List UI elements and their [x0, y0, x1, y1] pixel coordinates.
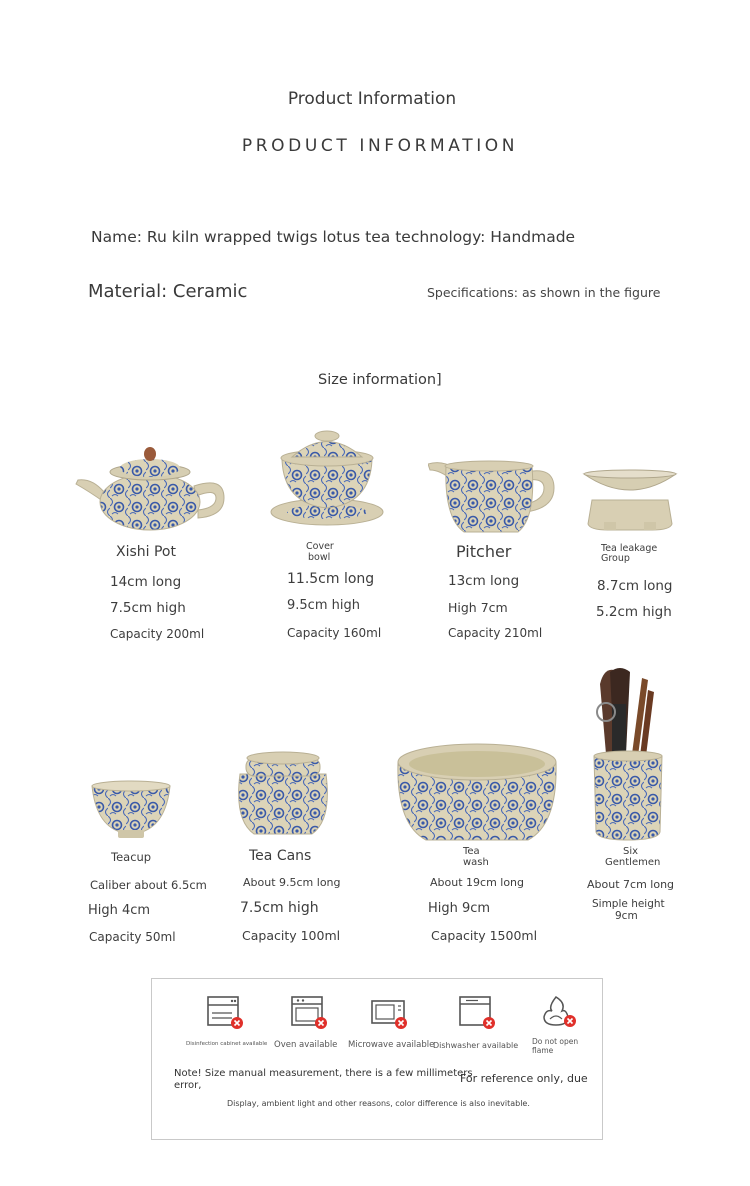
pitcher-name: Pitcher: [456, 542, 512, 561]
xishi-pot-name: Xishi Pot: [116, 544, 176, 560]
product-name: Name: Ru kiln wrapped twigs lotus tea technology: Handmade: [91, 228, 576, 246]
pitcher-length: 13cm long: [448, 573, 520, 589]
microwave-icon: [370, 999, 410, 1035]
pitcher-image: [428, 458, 556, 536]
cover-bowl-capacity: Capacity 160ml: [287, 626, 382, 640]
oven-label: Oven available: [274, 1040, 338, 1050]
page-title-caps: PRODUCT INFORMATION: [241, 136, 519, 156]
open-flame-icon: [540, 993, 580, 1029]
disinfection-cabinet-label: Disinfection cabinet available: [186, 1041, 268, 1047]
tea-leakage-height: 5.2cm high: [596, 604, 672, 620]
teacup-length: Caliber about 6.5cm: [90, 878, 207, 892]
cover-bowl-image: [270, 430, 384, 528]
page-title: Product Information: [287, 89, 457, 109]
product-material: Material: Ceramic: [88, 281, 248, 302]
tea-wash-length: About 19cm long: [430, 876, 525, 889]
teacup-name: Teacup: [111, 850, 152, 864]
tea-wash-name-line2: wash: [463, 857, 489, 868]
tea-cans-name: Tea Cans: [249, 848, 312, 864]
six-gentlemen-image: [590, 664, 666, 842]
note-left-line2: error,: [174, 1080, 202, 1091]
xishi-pot-height: 7.5cm high: [110, 600, 186, 616]
note-left-line1: Note! Size manual measurement, there is a few millimeters: [174, 1068, 473, 1079]
six-gentlemen-height-line1: Simple height: [592, 898, 665, 910]
tea-leakage-length: 8.7cm long: [597, 578, 673, 594]
pitcher-capacity: Capacity 210ml: [448, 626, 543, 640]
microwave-label: Microwave available: [348, 1040, 435, 1050]
size-heading: Size information]: [318, 372, 442, 388]
cover-bowl-name-line2: bowl: [308, 552, 331, 563]
teacup-capacity: Capacity 50ml: [89, 930, 176, 944]
oven-icon: [290, 995, 330, 1031]
tea-cans-capacity: Capacity 100ml: [242, 928, 341, 943]
cover-bowl-length: 11.5cm long: [287, 571, 375, 587]
dishwasher-icon: [458, 995, 498, 1031]
six-gentlemen-length: About 7cm long: [587, 878, 675, 891]
tea-cans-length: About 9.5cm long: [243, 876, 341, 889]
open-flame-label-line1: Do not open: [532, 1037, 579, 1046]
six-gentlemen-name-line2: Gentlemen: [605, 857, 661, 868]
xishi-pot-image: [74, 444, 228, 532]
note-bottom: Display, ambient light and other reasons, color difference is also inevitable.: [227, 1099, 530, 1108]
tea-wash-image: [396, 742, 558, 846]
xishi-pot-length: 14cm long: [110, 574, 182, 590]
cover-bowl-name-line1: Cover: [306, 541, 334, 552]
six-gentlemen-height-line2: 9cm: [615, 910, 638, 922]
xishi-pot-capacity: Capacity 200ml: [110, 627, 205, 641]
disinfection-cabinet-icon: [206, 995, 246, 1031]
note-right: For reference only, due: [460, 1072, 588, 1085]
tea-leakage-group-image: [582, 468, 678, 532]
tea-wash-name-line1: Tea: [463, 846, 480, 857]
tea-leakage-name-line2: Group: [601, 553, 630, 564]
tea-wash-height: High 9cm: [428, 901, 491, 916]
cover-bowl-height: 9.5cm high: [287, 598, 360, 613]
tea-wash-capacity: Capacity 1500ml: [431, 928, 538, 943]
six-gentlemen-name-line1: Six: [623, 846, 639, 857]
dishwasher-label: Dishwasher available: [433, 1041, 519, 1050]
tea-cans-height: 7.5cm high: [240, 900, 319, 916]
open-flame-label-line2: flame: [532, 1046, 554, 1055]
teacup-image: [90, 780, 172, 840]
product-specifications: Specifications: as shown in the figure: [427, 285, 661, 300]
tea-cans-image: [234, 750, 332, 840]
tea-leakage-name-line1: Tea leakage: [601, 543, 658, 554]
teacup-height: High 4cm: [88, 903, 151, 918]
usage-notice-box: [151, 978, 603, 1140]
pitcher-height: High 7cm: [448, 600, 508, 615]
